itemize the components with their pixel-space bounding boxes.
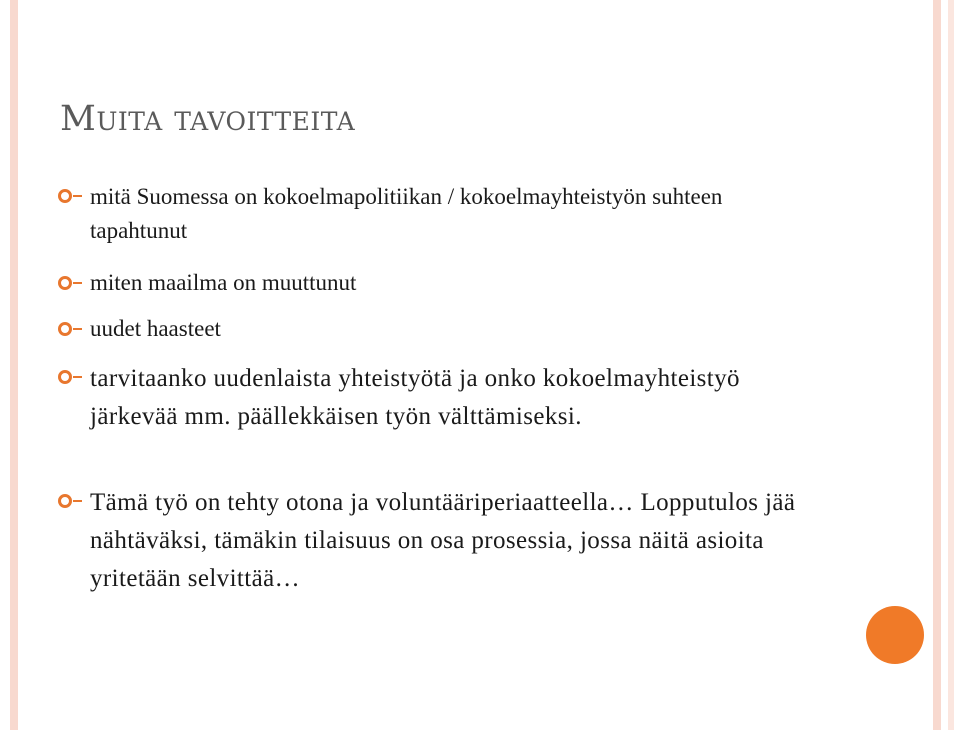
left-border-decoration <box>10 0 18 730</box>
right-border-decoration-outer <box>948 0 954 730</box>
bullet-text-1: mitä Suomessa on kokoelmapolitiikan / kokoelmayhteistyön suhteen tapahtunut <box>90 184 723 243</box>
slide-title: Muita tavoitteita <box>60 99 356 139</box>
bullet-text-5: Tämä työ on tehty otona ja voluntääriperiaatteella… Lopputulos jää nähtäväksi, tämäkin tilaisuus on osa prosessia, jossa näitä asioita yritetään selvittää… <box>90 489 796 592</box>
bullet-text-4: tarvitaanko uudenlaista yhteistyötä ja onko kokoelmayhteistyö järkevää mm. päällekkäisen työn välttämiseksi. <box>90 365 740 430</box>
bullet-text-3: uudet haasteet <box>90 316 221 341</box>
bullet-text-2: miten maailma on muuttunut <box>90 270 357 295</box>
orange-circle-decoration <box>866 606 924 664</box>
right-border-decoration <box>933 0 941 730</box>
